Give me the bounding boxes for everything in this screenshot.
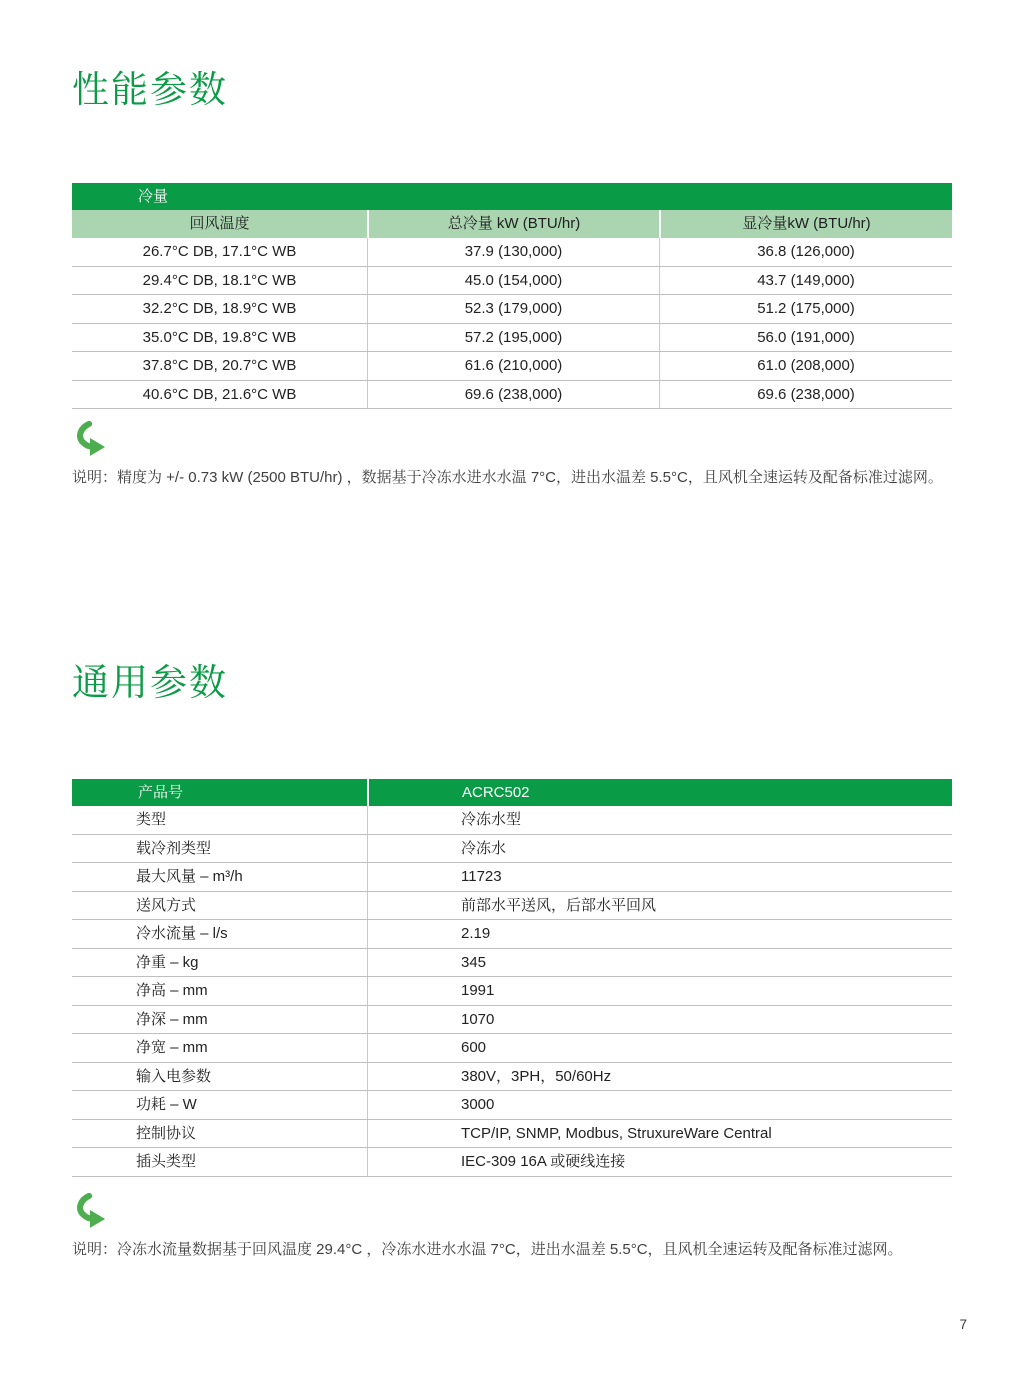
performance-table-column-headers [72, 210, 952, 238]
table-row [72, 920, 952, 949]
performance-table [72, 183, 952, 409]
cell-total-cooling: 57.2 (195,000) [367, 324, 659, 352]
table-row [72, 806, 952, 835]
cell-return-air-temp: 35.0°C DB, 19.8°C WB [142, 328, 297, 346]
table-row [72, 238, 952, 267]
general-section-title: 通用参数 [72, 662, 228, 703]
cell-sensible-cooling: 43.7 (149,000) [659, 267, 952, 295]
cell-spec-label: 控制协议 [136, 1124, 197, 1142]
note-arrow-icon [74, 421, 106, 456]
table-row [72, 892, 952, 921]
cell-total-cooling: 37.9 (130,000) [367, 238, 659, 266]
cell-spec-label: 冷水流量 – l/s [136, 925, 228, 942]
table-row [72, 1063, 952, 1092]
header-product-number: 产品号 [138, 784, 184, 801]
cell-spec-value: 1070 [367, 1006, 952, 1034]
table-row [72, 1091, 952, 1120]
cell-spec-value: 600 [367, 1034, 952, 1062]
table-row [72, 267, 952, 296]
cell-spec-value: 冷冻水型 [367, 806, 952, 834]
cell-spec-label: 输入电参数 [136, 1067, 212, 1085]
table-row [72, 381, 952, 410]
cell-return-air-temp: 32.2°C DB, 18.9°C WB [142, 300, 297, 317]
cell-spec-value: IEC-309 16A 或硬线连接 [367, 1148, 952, 1176]
cell-sensible-cooling: 69.6 (238,000) [659, 381, 952, 409]
performance-note: 说明：精度为 +/- 0.73 kW (2500 BTU/hr) ，数据基于冷冻水进水水温 7°C，进出水温差 5.5°C，且风机全速运转及配备标准过滤网。 [72, 469, 943, 486]
cell-sensible-cooling: 61.0 (208,000) [659, 352, 952, 380]
cell-total-cooling: 45.0 (154,000) [367, 267, 659, 295]
table-row [72, 295, 952, 324]
general-note: 说明：冷冻水流量数据基于回风温度 29.4°C ，冷冻水进水水温 7°C，进出水温差 5.5°C，且风机全速运转及配备标准过滤网。 [72, 1241, 903, 1258]
table-row [72, 1120, 952, 1149]
cell-spec-value: 2.19 [367, 920, 952, 948]
cell-spec-value: TCP/IP, SNMP, Modbus, StruxureWare Central [367, 1120, 952, 1148]
cell-spec-value: 3000 [367, 1091, 952, 1119]
cell-spec-value: 380V，3PH，50/60Hz [367, 1063, 952, 1091]
cell-total-cooling: 52.3 (179,000) [367, 295, 659, 323]
table-row [72, 977, 952, 1006]
table-row [72, 1034, 952, 1063]
note-arrow-icon [74, 1193, 106, 1228]
cell-spec-label: 插头类型 [136, 1153, 197, 1170]
cell-sensible-cooling: 56.0 (191,000) [659, 324, 952, 352]
cell-spec-value: 前部水平送风，后部水平回风 [367, 892, 952, 920]
cell-return-air-temp: 40.6°C DB, 21.6°C WB [142, 385, 297, 403]
table-row [72, 949, 952, 978]
table-row [72, 863, 952, 892]
performance-section-title: 性能参数 [72, 69, 228, 110]
cell-return-air-temp: 26.7°C DB, 17.1°C WB [142, 243, 297, 260]
cell-spec-label: 最大风量 – m³/h [136, 868, 243, 885]
column-header-return-air-temp: 回风温度 [189, 215, 250, 232]
cell-return-air-temp: 29.4°C DB, 18.1°C WB [142, 271, 297, 289]
table-row [72, 1006, 952, 1035]
table-row [72, 352, 952, 381]
cell-spec-value: 11723 [367, 863, 952, 891]
table-row [72, 1148, 952, 1177]
cell-spec-label: 净重 – kg [136, 953, 199, 971]
cell-spec-label: 净深 – mm [136, 1010, 208, 1028]
cell-spec-label: 送风方式 [136, 896, 197, 914]
table-row [72, 324, 952, 353]
column-header-total-cooling: 总冷量 kW (BTU/hr) [367, 210, 659, 238]
cell-total-cooling: 61.6 (210,000) [367, 352, 659, 380]
general-table [72, 779, 952, 1177]
column-header-sensible-cooling: 显冷量kW (BTU/hr) [659, 210, 952, 238]
table-row [72, 835, 952, 864]
header-product-model: ACRC502 [367, 779, 952, 806]
cell-spec-value: 冷冻水 [367, 835, 952, 863]
page-number: 7 [959, 1317, 967, 1332]
general-table-header [72, 779, 952, 806]
cell-return-air-temp: 37.8°C DB, 20.7°C WB [142, 357, 297, 374]
cell-spec-label: 类型 [136, 811, 167, 828]
cell-sensible-cooling: 36.8 (126,000) [659, 238, 952, 266]
general-table-body [72, 806, 952, 1177]
cell-spec-label: 净高 – mm [136, 982, 208, 999]
performance-table-titlebar: 冷量 [72, 183, 952, 210]
cell-spec-label: 载冷剂类型 [136, 839, 212, 857]
cell-spec-value: 1991 [367, 977, 952, 1005]
cell-sensible-cooling: 51.2 (175,000) [659, 295, 952, 323]
cell-total-cooling: 69.6 (238,000) [367, 381, 659, 409]
cell-spec-label: 功耗 – W [136, 1096, 197, 1113]
cell-spec-value: 345 [367, 949, 952, 977]
cell-spec-label: 净宽 – mm [136, 1039, 208, 1056]
performance-table-body [72, 238, 952, 409]
